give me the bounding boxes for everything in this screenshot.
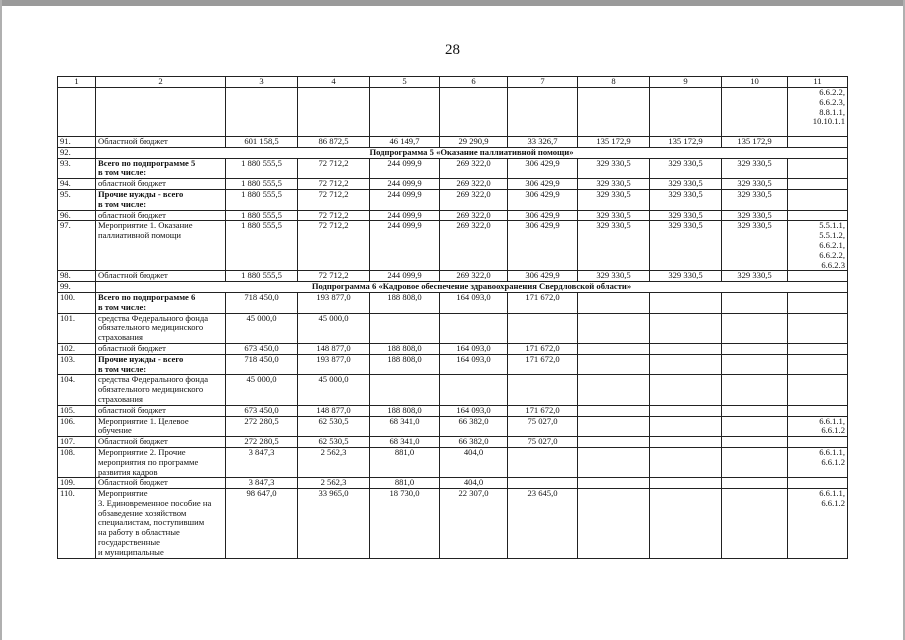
- value-cell: 306 429,9: [508, 189, 578, 210]
- value-cell: 673 450,0: [226, 405, 298, 416]
- value-cell: 1 880 555,5: [226, 189, 298, 210]
- row-code: [788, 189, 848, 210]
- value-cell: 272 280,5: [226, 437, 298, 448]
- value-cell: 62 530,5: [298, 437, 370, 448]
- value-cell: 72 712,2: [298, 158, 370, 179]
- value-cell: [440, 313, 508, 343]
- row-name: Областной бюджет: [96, 437, 226, 448]
- value-cell: 1 880 555,5: [226, 158, 298, 179]
- value-cell: 45 000,0: [226, 375, 298, 405]
- value-cell: 329 330,5: [578, 179, 650, 190]
- value-cell: 306 429,9: [508, 271, 578, 282]
- value-cell: 72 712,2: [298, 221, 370, 271]
- scan-frame-top: [0, 0, 905, 6]
- value-cell: 269 322,0: [440, 210, 508, 221]
- row-name: средства Федерального фонда обязательного медицинского страхования: [96, 313, 226, 343]
- table-row: [58, 282, 848, 293]
- row-code: [788, 375, 848, 405]
- header-cell: 9: [650, 77, 722, 88]
- table-row: [58, 478, 848, 489]
- value-cell: 269 322,0: [440, 271, 508, 282]
- value-cell: 188 808,0: [370, 354, 440, 375]
- value-cell: 306 429,9: [508, 179, 578, 190]
- value-cell: [722, 343, 788, 354]
- value-cell: 329 330,5: [650, 221, 722, 271]
- row-name: Прочие нужды - всего в том числе:: [96, 189, 226, 210]
- value-cell: 22 307,0: [440, 489, 508, 559]
- table-row: [58, 137, 848, 148]
- value-cell: 1 880 555,5: [226, 221, 298, 271]
- value-cell: 171 672,0: [508, 354, 578, 375]
- row-code: [788, 437, 848, 448]
- value-cell: 329 330,5: [650, 271, 722, 282]
- table-row: [58, 189, 848, 210]
- row-number: 103.: [58, 354, 96, 375]
- row-name: областной бюджет: [96, 343, 226, 354]
- value-cell: 164 093,0: [440, 343, 508, 354]
- row-number: 101.: [58, 313, 96, 343]
- row-name: средства Федерального фонда обязательного медицинского страхования: [96, 375, 226, 405]
- header-cell: 7: [508, 77, 578, 88]
- value-cell: 188 808,0: [370, 292, 440, 313]
- header-cell: 8: [578, 77, 650, 88]
- value-cell: 188 808,0: [370, 343, 440, 354]
- header-cell: 1: [58, 77, 96, 88]
- value-cell: 193 877,0: [298, 354, 370, 375]
- value-cell: 306 429,9: [508, 221, 578, 271]
- value-cell: [578, 375, 650, 405]
- row-number: 96.: [58, 210, 96, 221]
- header-cell: 2: [96, 77, 226, 88]
- value-cell: [650, 437, 722, 448]
- table-row: [58, 447, 848, 477]
- value-cell: 244 099,9: [370, 179, 440, 190]
- row-name: областной бюджет: [96, 179, 226, 190]
- value-cell: 329 330,5: [722, 179, 788, 190]
- value-cell: [508, 375, 578, 405]
- value-cell: [508, 478, 578, 489]
- value-cell: [722, 354, 788, 375]
- row-code: [788, 478, 848, 489]
- budget-table: [57, 76, 848, 559]
- value-cell: 329 330,5: [722, 189, 788, 210]
- value-cell: 164 093,0: [440, 354, 508, 375]
- value-cell: 46 149,7: [370, 137, 440, 148]
- value-cell: 244 099,9: [370, 189, 440, 210]
- value-cell: 33 965,0: [298, 489, 370, 559]
- table-row: [58, 210, 848, 221]
- value-cell: [650, 489, 722, 559]
- table-row: [58, 179, 848, 190]
- table-row: [58, 221, 848, 271]
- value-cell: 66 382,0: [440, 437, 508, 448]
- value-cell: [508, 447, 578, 477]
- table-row: [58, 375, 848, 405]
- row-number: 93.: [58, 158, 96, 179]
- value-cell: 3 847,3: [226, 478, 298, 489]
- row-number: 94.: [58, 179, 96, 190]
- value-cell: 272 280,5: [226, 416, 298, 437]
- table-row: [58, 158, 848, 179]
- header-cell: 3: [226, 77, 298, 88]
- header-cell: 5: [370, 77, 440, 88]
- row-code: [788, 210, 848, 221]
- value-cell: 269 322,0: [440, 189, 508, 210]
- row-name: Областной бюджет: [96, 137, 226, 148]
- table-row: [58, 147, 848, 158]
- page-number: 28: [445, 42, 460, 58]
- row-number: 98.: [58, 271, 96, 282]
- value-cell: 33 326,7: [508, 137, 578, 148]
- value-cell: 244 099,9: [370, 158, 440, 179]
- value-cell: 171 672,0: [508, 405, 578, 416]
- value-cell: 269 322,0: [440, 158, 508, 179]
- row-code: [788, 179, 848, 190]
- row-number: 110.: [58, 489, 96, 559]
- value-cell: 164 093,0: [440, 405, 508, 416]
- row-name: Всего по подпрограмме 6 в том числе:: [96, 292, 226, 313]
- value-cell: 329 330,5: [578, 210, 650, 221]
- value-cell: 18 730,0: [370, 489, 440, 559]
- table-row: [58, 354, 848, 375]
- row-code: [788, 137, 848, 148]
- value-cell: 881,0: [370, 478, 440, 489]
- value-cell: [650, 478, 722, 489]
- row-code: 6.6.2.2, 6.6.2.3, 8.8.1.1, 10.10.1.1: [788, 88, 848, 137]
- value-cell: 1 880 555,5: [226, 271, 298, 282]
- row-number: 91.: [58, 137, 96, 148]
- row-code: 6.6.1.1, 6.6.1.2: [788, 416, 848, 437]
- row-number: 107.: [58, 437, 96, 448]
- value-cell: 148 877,0: [298, 405, 370, 416]
- value-cell: 72 712,2: [298, 210, 370, 221]
- value-cell: [722, 292, 788, 313]
- value-cell: [722, 375, 788, 405]
- value-cell: [722, 437, 788, 448]
- value-cell: 718 450,0: [226, 292, 298, 313]
- row-number: 102.: [58, 343, 96, 354]
- row-code: [788, 158, 848, 179]
- value-cell: 135 172,9: [650, 137, 722, 148]
- value-cell: 23 645,0: [508, 489, 578, 559]
- value-cell: 68 341,0: [370, 416, 440, 437]
- row-number: 104.: [58, 375, 96, 405]
- value-cell: 718 450,0: [226, 354, 298, 375]
- row-code: [788, 354, 848, 375]
- value-cell: [650, 343, 722, 354]
- table-row: [58, 292, 848, 313]
- value-cell: [370, 375, 440, 405]
- row-number: 100.: [58, 292, 96, 313]
- value-cell: 329 330,5: [722, 210, 788, 221]
- value-cell: 329 330,5: [722, 221, 788, 271]
- value-cell: 193 877,0: [298, 292, 370, 313]
- value-cell: [578, 292, 650, 313]
- value-cell: [722, 416, 788, 437]
- row-name: Мероприятие 3. Единовременное пособие на обзаведение хозяйством специалистам, поступившим на работу в областные государственные и муниципальные: [96, 489, 226, 559]
- value-cell: 2 562,3: [298, 447, 370, 477]
- value-cell: [440, 375, 508, 405]
- subprogram-title: Подпрограмма 5 «Оказание паллиативной помощи»: [96, 147, 848, 158]
- table-row: [58, 489, 848, 559]
- value-cell: [650, 375, 722, 405]
- value-cell: 244 099,9: [370, 271, 440, 282]
- row-name: Мероприятие 2. Прочие мероприятия по программе развития кадров: [96, 447, 226, 477]
- continuation-row: [58, 88, 848, 137]
- row-name: Прочие нужды - всего в том числе:: [96, 354, 226, 375]
- header-cell: 10: [722, 77, 788, 88]
- value-cell: 148 877,0: [298, 343, 370, 354]
- value-cell: [578, 405, 650, 416]
- table-row: [58, 313, 848, 343]
- value-cell: 329 330,5: [650, 210, 722, 221]
- row-code: [788, 405, 848, 416]
- row-code: [788, 271, 848, 282]
- value-cell: [722, 405, 788, 416]
- value-cell: [650, 354, 722, 375]
- row-code: 6.6.1.1, 6.6.1.2: [788, 447, 848, 477]
- value-cell: [650, 405, 722, 416]
- value-cell: 601 158,5: [226, 137, 298, 148]
- value-cell: [578, 354, 650, 375]
- row-number: 95.: [58, 189, 96, 210]
- table-row: [58, 416, 848, 437]
- value-cell: 68 341,0: [370, 437, 440, 448]
- header-cell: 4: [298, 77, 370, 88]
- value-cell: 404,0: [440, 478, 508, 489]
- table-body: [58, 88, 848, 559]
- value-cell: 75 027,0: [508, 416, 578, 437]
- value-cell: 329 330,5: [578, 271, 650, 282]
- scan-frame-left: [0, 0, 2, 640]
- value-cell: [650, 447, 722, 477]
- value-cell: 306 429,9: [508, 210, 578, 221]
- value-cell: 86 872,5: [298, 137, 370, 148]
- value-cell: 404,0: [440, 447, 508, 477]
- value-cell: 329 330,5: [650, 158, 722, 179]
- value-cell: [578, 447, 650, 477]
- value-cell: 72 712,2: [298, 271, 370, 282]
- row-number: 105.: [58, 405, 96, 416]
- row-number: 97.: [58, 221, 96, 271]
- value-cell: 45 000,0: [298, 375, 370, 405]
- table-row: [58, 343, 848, 354]
- value-cell: 329 330,5: [650, 179, 722, 190]
- value-cell: 29 290,9: [440, 137, 508, 148]
- value-cell: 306 429,9: [508, 158, 578, 179]
- value-cell: 66 382,0: [440, 416, 508, 437]
- row-code: 5.5.1.1, 5.5.1.2, 6.6.2.1, 6.6.2.2, 6.6.2.3: [788, 221, 848, 271]
- value-cell: 329 330,5: [722, 271, 788, 282]
- value-cell: 1 880 555,5: [226, 179, 298, 190]
- value-cell: 244 099,9: [370, 221, 440, 271]
- value-cell: 881,0: [370, 447, 440, 477]
- value-cell: 329 330,5: [578, 221, 650, 271]
- value-cell: 45 000,0: [226, 313, 298, 343]
- value-cell: 244 099,9: [370, 210, 440, 221]
- value-cell: 188 808,0: [370, 405, 440, 416]
- value-cell: [722, 489, 788, 559]
- value-cell: 98 647,0: [226, 489, 298, 559]
- row-code: [788, 343, 848, 354]
- row-name: Мероприятие 1. Целевое обучение: [96, 416, 226, 437]
- value-cell: 45 000,0: [298, 313, 370, 343]
- value-cell: [650, 313, 722, 343]
- row-name: Областной бюджет: [96, 478, 226, 489]
- value-cell: [650, 416, 722, 437]
- value-cell: 329 330,5: [650, 189, 722, 210]
- row-name: Всего по подпрограмме 5 в том числе:: [96, 158, 226, 179]
- value-cell: 75 027,0: [508, 437, 578, 448]
- table-row: [58, 271, 848, 282]
- value-cell: 171 672,0: [508, 343, 578, 354]
- value-cell: [370, 313, 440, 343]
- row-name: Мероприятие 1. Оказание паллиативной помощи: [96, 221, 226, 271]
- value-cell: 171 672,0: [508, 292, 578, 313]
- row-number: 92.: [58, 147, 96, 158]
- table-row: [58, 405, 848, 416]
- value-cell: [650, 292, 722, 313]
- value-cell: [578, 489, 650, 559]
- value-cell: [722, 313, 788, 343]
- value-cell: 3 847,3: [226, 447, 298, 477]
- header-row: [58, 77, 848, 88]
- row-name: областной бюджет: [96, 210, 226, 221]
- row-number: 109.: [58, 478, 96, 489]
- value-cell: 2 562,3: [298, 478, 370, 489]
- value-cell: 269 322,0: [440, 221, 508, 271]
- value-cell: 1 880 555,5: [226, 210, 298, 221]
- value-cell: 135 172,9: [722, 137, 788, 148]
- table-row: [58, 437, 848, 448]
- value-cell: 62 530,5: [298, 416, 370, 437]
- value-cell: 329 330,5: [578, 158, 650, 179]
- header-cell: 11: [788, 77, 848, 88]
- value-cell: 329 330,5: [578, 189, 650, 210]
- row-code: [788, 292, 848, 313]
- row-code: 6.6.1.1, 6.6.1.2: [788, 489, 848, 559]
- subprogram-title: Подпрограмма 6 «Кадровое обеспечение здравоохранения Свердловской области»: [96, 282, 848, 293]
- value-cell: [578, 437, 650, 448]
- row-code: [788, 313, 848, 343]
- row-number: 106.: [58, 416, 96, 437]
- value-cell: [578, 478, 650, 489]
- value-cell: 135 172,9: [578, 137, 650, 148]
- value-cell: [578, 416, 650, 437]
- value-cell: [578, 343, 650, 354]
- row-number: 108.: [58, 447, 96, 477]
- row-name: областной бюджет: [96, 405, 226, 416]
- header-cell: 6: [440, 77, 508, 88]
- value-cell: [722, 478, 788, 489]
- row-name: Областной бюджет: [96, 271, 226, 282]
- value-cell: 72 712,2: [298, 179, 370, 190]
- value-cell: 329 330,5: [722, 158, 788, 179]
- row-number: 99.: [58, 282, 96, 293]
- value-cell: [508, 313, 578, 343]
- value-cell: 72 712,2: [298, 189, 370, 210]
- value-cell: 164 093,0: [440, 292, 508, 313]
- value-cell: 269 322,0: [440, 179, 508, 190]
- value-cell: [722, 447, 788, 477]
- value-cell: 673 450,0: [226, 343, 298, 354]
- value-cell: [578, 313, 650, 343]
